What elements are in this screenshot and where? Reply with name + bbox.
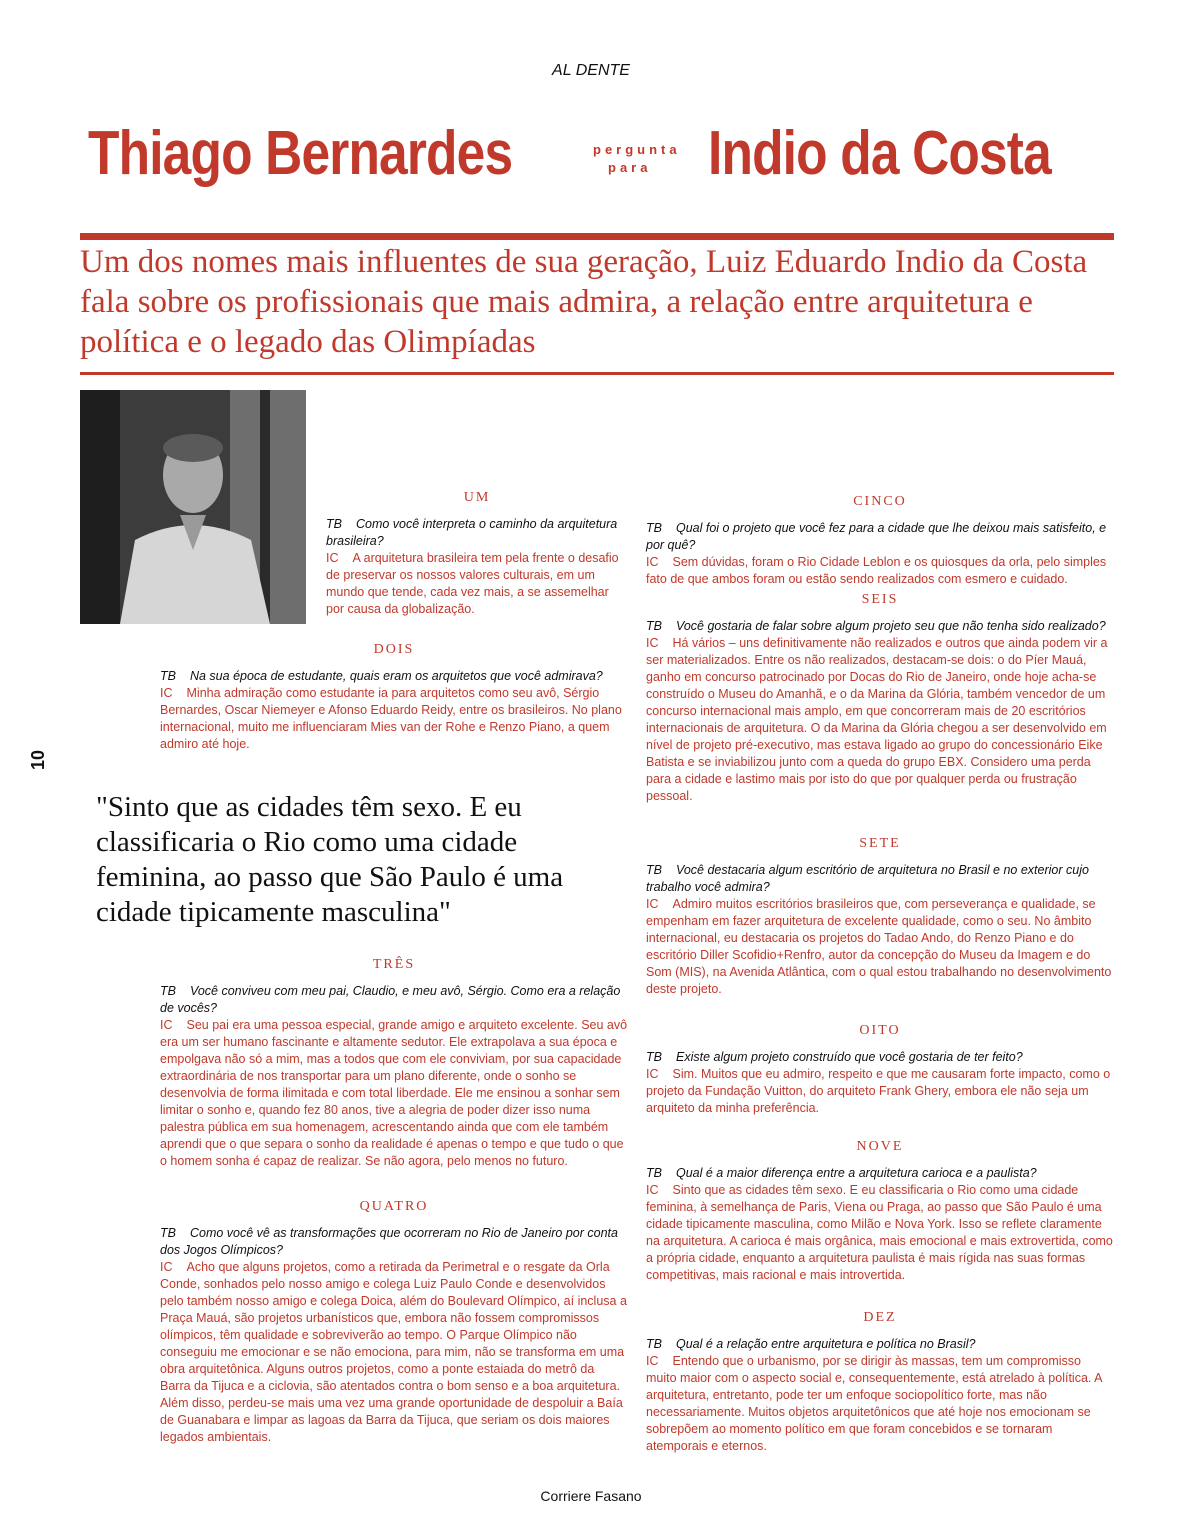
section-seis: [646, 592, 1114, 805]
section-label: SEIS: [861, 592, 899, 607]
question-text: Na sua época de estudante, quais eram os arquitetos que você admirava?: [189, 669, 603, 683]
answer: [160, 1259, 628, 1446]
question: [160, 668, 628, 685]
section-label: CINCO: [853, 494, 907, 509]
footer-publication: Corriere Fasano: [540, 1488, 642, 1504]
headline-connector-bottom: para: [608, 160, 652, 175]
question-text: Existe algum projeto construído que você gostaria de ter feito?: [675, 1050, 1023, 1064]
section-label: SETE: [859, 836, 901, 851]
section-header: AL DENTE: [552, 62, 630, 79]
answer-text: Entendo que o urbanismo, por se dirigir às massas, tem um compromisso muito maior com o aspecto social e, consequentemente, está atrelado à política. A arquitetura, entretanto, pode ter um enfoque sociopolítico forte, mas não necessariamente. Muitos objetos arquitetônicos que até hoje nos emocionam se sobrepõem ao momento político em que foram concebidos e se tornaram atemporais e eternos.: [646, 1354, 1102, 1453]
question-key: TB: [646, 521, 662, 535]
headline-interviewer: Thiago Bernardes: [88, 119, 513, 188]
section-label: DEZ: [863, 1310, 897, 1325]
question: [646, 862, 1114, 896]
question-key: TB: [646, 863, 662, 877]
section-oito: [646, 1023, 1114, 1117]
section-dois: [160, 642, 628, 753]
portrait-photo: [80, 390, 306, 624]
question-text: Qual foi o projeto que você fez para a cidade que lhe deixou mais satisfeito, e por quê?: [646, 521, 1107, 552]
question: [160, 983, 628, 1017]
answer-text: Há vários – uns definitivamente não realizados e outros que ainda podem vir a ser materializados. Entre os não realizados, destacam-se dois: o do Píer Mauá, ganho em concurso patrocinado por Docas do Rio de Janeiro, onde hoje acha-se construído o Museu do Amanhã, e o da Marina da Glória, também vencedor de um concurso internacional mais amplo, em que concorreram mais de 20 escritórios internacionais de arquitetura. O da Marina da Glória chegou a ser desenvolvido em nível de projeto pré-executivo, mas estava ligado ao grupo do concessionário Eike Batista e se inviabilizou junto com a queda do grupo EBX. Considero uma perda para a cidade e lastimo mais por isto do que por qualquer perda ou frustração pessoal.: [646, 636, 1108, 803]
answer-key: IC: [160, 686, 173, 700]
question: [160, 1225, 628, 1259]
question-key: TB: [160, 984, 176, 998]
answer-key: IC: [646, 636, 659, 650]
answer-text: Acho que alguns projetos, como a retirada da Perimetral e o resgate da Orla Conde, sonhados pelo nosso amigo e colega Luiz Paulo Conde e desenvolvidos pelo também nosso amigo e colega Doica, além do Boulevard Olímpico, aí inclusa a Praça Mauá, são projetos urbanísticos que, embora não fossem compromissos olímpicos, têm qualidade e sobreviverão ao tempo. O Parque Olímpico não conseguiu me emocionar e se não emociona, para mim, não se transforma em uma obra arquitetônica. Alguns outros projetos, como a ponte estaiada do metrô da Barra da Tijuca e a ciclovia, são atentados contra o bom senso e a boa arquitetura. Além disso, perdeu-se mais uma vez uma grande oportunidade de despoluir a Baía de Guanabara e limpar as lagoas da Barra da Tijuca, que seriam os dois maiores legados ambientais.: [160, 1260, 627, 1444]
answer-key: IC: [160, 1018, 173, 1032]
answer-key: IC: [646, 1067, 659, 1081]
answer-text: A arquitetura brasileira tem pela frente o desafio de preservar os nossos valores culturais, em um mundo que tende, cada vez mais, a se assemelhar por causa da globalização.: [326, 551, 619, 616]
answer: [160, 685, 628, 753]
headline-connector-top: pergunta: [593, 142, 681, 157]
question-key: TB: [160, 669, 176, 683]
answer: [646, 896, 1114, 998]
section-dez: [646, 1310, 1114, 1455]
question: [326, 516, 628, 550]
question-text: Como você vê as transformações que ocorreram no Rio de Janeiro por conta dos Jogos Olímpicos?: [160, 1226, 618, 1257]
answer-text: Sinto que as cidades têm sexo. E eu classificaria o Rio como uma cidade feminina, à semelhança de Paris, Viena ou Praga, ao passo que São Paulo é uma cidade tipicamente masculina, como Milão e Nova York. Isso se reflete claramente na arquitetura. A carioca é mais orgânica, mais emocional e mais extrovertida, como a própria cidade, enquanto a arquitetura paulista é mais rígida nas suas formas competitivas, mais racional e mais introvertida.: [646, 1183, 1113, 1282]
section-label: UM: [463, 490, 491, 505]
question-key: TB: [326, 517, 342, 531]
question-key: TB: [646, 1166, 662, 1180]
section-label: QUATRO: [359, 1199, 429, 1214]
answer: [160, 1017, 628, 1170]
question-text: Você conviveu com meu pai, Claudio, e meu avô, Sérgio. Como era a relação de vocês?: [160, 984, 621, 1015]
answer: [646, 1066, 1114, 1117]
answer-text: Minha admiração como estudante ia para arquitetos como seu avô, Sérgio Bernardes, Oscar Niemeyer e Afonso Eduardo Reidy, entre os brasileiros. No plano internacional, muito me influenciaram Mies van der Rohe e Renzo Piano, a quem admiro até hoje.: [160, 686, 622, 751]
section-label: OITO: [859, 1023, 901, 1038]
deck-bottom-rule: [80, 372, 1114, 375]
section-tres: [160, 957, 628, 1170]
section-nove: [646, 1139, 1114, 1284]
section-quatro: [160, 1199, 628, 1446]
answer: [646, 635, 1114, 805]
page-number: 10: [28, 749, 48, 770]
question: [646, 618, 1114, 635]
answer: [646, 554, 1114, 588]
portrait-illustration: [80, 390, 306, 624]
question-text: Como você interpreta o caminho da arquitetura brasileira?: [326, 517, 618, 548]
deck-top-rule: [80, 233, 1114, 240]
answer-key: IC: [646, 897, 659, 911]
answer-text: Seu pai era uma pessoa especial, grande amigo e arquiteto excelente. Seu avô era um ser humano fascinante e altamente sedutor. Ele extrapolava a sua época e empolgava não só a mim, mas a todos que com ele conviviam, por sua capacidade extraordinária de nos transportar para um plano diferente, onde o sonho se desenvolvia de forma ilimitada e com total liberdade. Ele me ensinou a sonhar sem limitar o sonho e, quando fez 80 anos, tive a alegria de poder dizer isso numa palestra pública em sua homenagem, acrescentando ainda que com ele também aprendi que o que separa o sonho da realidade é apenas o tempo e que tudo o que o homem sonha é capaz de realizar. Se não agora, pelo menos no futuro.: [160, 1018, 628, 1168]
answer: [326, 550, 628, 618]
section-label: NOVE: [856, 1139, 904, 1154]
question-key: TB: [646, 619, 662, 633]
answer: [646, 1353, 1114, 1455]
section-sete: [646, 836, 1114, 998]
question-key: TB: [646, 1337, 662, 1351]
question-text: Você destacaria algum escritório de arquitetura no Brasil e no exterior cujo trabalho você admira?: [646, 863, 1089, 894]
answer-key: IC: [160, 1260, 173, 1274]
headline: [88, 118, 1118, 198]
section-cinco: [646, 494, 1114, 588]
question: [646, 1049, 1114, 1066]
question-text: Qual é a maior diferença entre a arquitetura carioca e a paulista?: [675, 1166, 1037, 1180]
question-text: Você gostaria de falar sobre algum projeto seu que não tenha sido realizado?: [675, 619, 1106, 633]
answer-text: Sem dúvidas, foram o Rio Cidade Leblon e os quiosques da orla, pelo simples fato de que ambos foram ou estão sendo realizados com esmero e cuidado.: [646, 555, 1107, 586]
answer-key: IC: [646, 1183, 659, 1197]
question-key: TB: [160, 1226, 176, 1240]
answer-key: IC: [646, 555, 659, 569]
headline-interviewee: Indio da Costa: [708, 119, 1051, 188]
section-label: DOIS: [373, 642, 415, 657]
question: [646, 520, 1114, 554]
answer: [646, 1182, 1114, 1284]
answer-text: Admiro muitos escritórios brasileiros que, com perseverança e qualidade, se empenham em fazer arquitetura de excelente qualidade, como o seu. No âmbito internacional, eu destacaria os projetos do Tadao Ando, do Renzo Piano e do escritório Diller Scofidio+Renfro, autor da concepção do Museu da Imagem e do Som (MIS), na Avenida Atlântica, com o qual estou trabalhando no desenvolvimento deste projeto.: [646, 897, 1112, 996]
section-um: [326, 490, 628, 618]
answer-text: Sim. Muitos que eu admiro, respeito e que me causaram forte impacto, como o projeto da Fundação Vuitton, do arquiteto Frank Ghery, embora ele não seja um arquiteto da minha preferência.: [646, 1067, 1111, 1115]
pull-quote: "Sinto que as cidades têm sexo. E eu classificaria o Rio como uma cidade feminina, ao passo que São Paulo é uma cidade tipicamente masculina": [96, 791, 564, 928]
question: [646, 1165, 1114, 1182]
deck: Um dos nomes mais influentes de sua geração, Luiz Eduardo Indio da Costa fala sobre os profissionais que mais admira, a relação entre arquitetura e política e o legado das Olimpíadas: [80, 244, 1088, 360]
answer-key: IC: [326, 551, 339, 565]
question: [646, 1336, 1114, 1353]
question-text: Qual é a relação entre arquitetura e política no Brasil?: [675, 1337, 976, 1351]
section-label: TRÊS: [372, 957, 416, 972]
question-key: TB: [646, 1050, 662, 1064]
answer-key: IC: [646, 1354, 659, 1368]
